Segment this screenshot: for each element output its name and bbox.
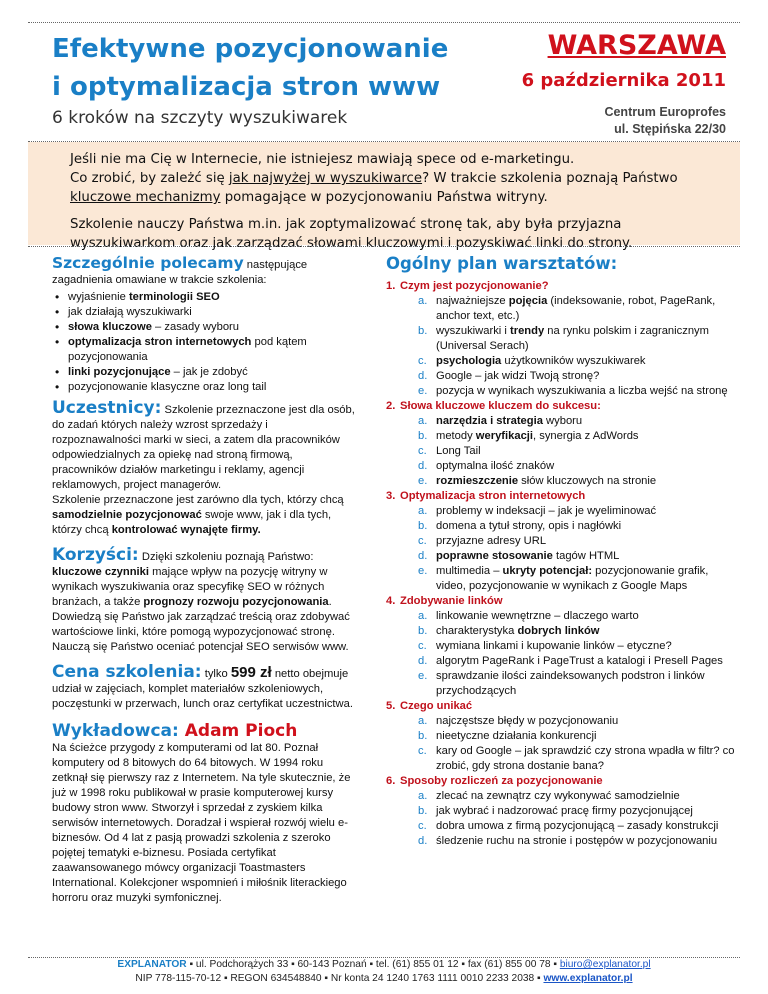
page-subtitle: 6 kroków na szczyty wyszukiwarek bbox=[52, 108, 348, 128]
website-link[interactable]: www.explanator.pl bbox=[543, 973, 633, 984]
plan-section bbox=[386, 774, 738, 849]
list-item: c. Long Tail bbox=[418, 445, 481, 457]
section-number: 5. bbox=[386, 700, 396, 712]
list-item: e. multimedia – ukryty potencjał: pozycjonowanie grafik, video, pozycjonowanie w wynikach z Google Maps bbox=[418, 565, 709, 592]
section-number: 3. bbox=[386, 490, 396, 502]
participants-section: Uczestnicy: Szkolenie przeznaczone jest dla osób, do zadań których należy wzrost sprzedaży i rozpoznawalności marki w sieci, a zatem dla pracowników odpowiedzialnych za opiekę nad stroną firmową, pracowników działów marketingu i reklamy, agencji reklamowych, project managerów. Szkolenie przeznaczone jest zarówno dla tych, którzy chcą samodzielnie pozycjonować swoje www, jak i dla tych, którzy chcą kontrolować wynajęte firmy. bbox=[52, 398, 355, 536]
list-item: d. śledzenie ruchu na stronie i postępów w pozycjonowaniu bbox=[418, 835, 718, 847]
plan-section bbox=[386, 399, 738, 489]
trainer-section bbox=[52, 721, 357, 906]
list-item: e. sprawdzanie ilości zaindeksowanych podstron i linków przychodzących bbox=[418, 670, 705, 697]
list-item: c. wymiana linkami i kupowanie linków – etyczne? bbox=[418, 640, 672, 652]
highlight-top-search: jak najwyżej w wyszukiwarce bbox=[228, 171, 423, 186]
list-item: • wyjaśnienie terminologii SEO bbox=[68, 290, 357, 305]
section-items bbox=[400, 504, 738, 594]
section-title: Czego unikać bbox=[400, 700, 473, 712]
intro-paragraph-2: Szkolenie nauczy Państwa m.in. jak zoptymalizować stronę tak, aby była przyjazna wyszukiwarkom oraz jak zarządzać słowami kluczowymi i pozyskiwać linki do strony. bbox=[70, 217, 633, 251]
benefits-section: Korzyści: Dzięki szkoleniu poznają Państwo: kluczowe czynniki mające wpływ na pozycję witryny w wynikach wyszukiwania oraz specyfikę SEO w różnych branżach, a także prognozy rozwoju pozycjonowania. Dowiedzą się Państwo jak zarządzać treścią oraz zdobywać wartościowe linki, które pomogą wypozycjonować stronę. Nauczą się Państwo oceniać potencjał SEO serwisów www. bbox=[52, 545, 350, 653]
list-item: • jak działają wyszukiwarki bbox=[68, 305, 357, 320]
list-item: d. Google – jak widzi Twoją stronę? bbox=[418, 370, 600, 382]
section-number: 4. bbox=[386, 595, 396, 607]
venue-address: ul. Stępińska 22/30 bbox=[614, 122, 726, 136]
list-item: • optymalizacja stron internetowych pod kątem pozycjonowania bbox=[68, 335, 357, 365]
list-item: • linki pozycjonujące – jak je zdobyć bbox=[68, 365, 357, 380]
list-item: c. przyjazne adresy URL bbox=[418, 535, 547, 547]
list-item: a. narzędzia i strategia wyboru bbox=[418, 415, 583, 427]
company-name: EXPLANATOR bbox=[117, 959, 187, 970]
section-number: 1. bbox=[386, 280, 396, 292]
list-item: d. optymalna ilość znaków bbox=[418, 460, 555, 472]
right-column bbox=[386, 256, 738, 849]
section-items bbox=[400, 414, 738, 489]
list-item: a. linkowanie wewnętrzne – dlaczego warto bbox=[418, 610, 639, 622]
list-item: b. charakterystyka dobrych linków bbox=[418, 625, 600, 637]
title-line-2: i optymalizacja stron www bbox=[52, 72, 441, 102]
plan-section bbox=[386, 489, 738, 594]
title-line-1: Efektywne pozycjonowanie bbox=[52, 34, 449, 64]
city: WARSZAWA bbox=[547, 30, 726, 61]
section-title: Słowa kluczowe kluczem do sukcesu: bbox=[400, 400, 601, 412]
intro-paragraph-1: Jeśli nie ma Cię w Internecie, nie istniejesz mawiają spece od e-marketingu. Co zrobić, by zależć się jak najwyżej w wyszukiwarce? W trakcie szkolenia poznają Państwo kluczowe mechanizmy pomagające w pozycjonowaniu Państwa witryny. bbox=[70, 152, 678, 205]
recommend-heading: Szczególnie polecamy bbox=[52, 254, 244, 272]
intro-box bbox=[28, 142, 740, 251]
event-date: 6 października 2011 bbox=[521, 70, 726, 91]
list-item: a. najczęstsze błędy w pozycjonowaniu bbox=[418, 715, 619, 727]
participants-heading: Uczestnicy: bbox=[52, 398, 162, 418]
left-column bbox=[52, 256, 357, 906]
list-item: a. zlecać na zewnątrz czy wykonywać samodzielnie bbox=[418, 790, 680, 802]
section-items bbox=[400, 789, 738, 849]
list-item: • pozycjonowanie klasyczne oraz long tail bbox=[68, 380, 357, 395]
trainer-bio: Na ścieżce przygody z komputerami od lat 80. Poznał komputery od 8 bitowych do 64 bitowych. W 1994 roku zetknął się pierwszy raz z Internetem. Na tyle skutecznie, że już w 1998 roku publikował w prasie komputerowej kursy budowy stron www. Stworzył i sprzedał z zyskiem kilka serwisów internetowych. Doradzał i wspierał rozwój wielu e-biznesów. Od 4 lat z pasją prowadzi szkolenia z szeroko pojętej tematyki e-biznesu. Posiada certyfikat zaawansowanego mówcy organizacji Toastmasters International. Kolekcjoner wspomnień i miłośnik literackiego horroru oraz muzyki symfonicznej. bbox=[52, 742, 351, 904]
section-items bbox=[400, 609, 738, 699]
benefits-heading: Korzyści: bbox=[52, 545, 139, 565]
list-item: e. rozmieszczenie słów kluczowych na stronie bbox=[418, 475, 657, 487]
section-number: 6. bbox=[386, 775, 396, 787]
plan-heading: Ogólny plan warsztatów: bbox=[386, 254, 618, 273]
list-item: c. psychologia użytkowników wyszukiwarek bbox=[418, 355, 646, 367]
list-item: a. problemy w indeksacji – jak je wyeliminować bbox=[418, 505, 657, 517]
price-heading: Cena szkolenia: bbox=[52, 662, 202, 682]
venue bbox=[604, 104, 726, 138]
top-divider bbox=[28, 22, 740, 23]
list-item: c. kary od Google – jak sprawdzić czy strona wpadła w filtr? co zrobić, gdy strona dostanie bana? bbox=[418, 745, 735, 772]
footer-line-2: NIP 778-115-70-12 ▪ REGON 634548840 ▪ Nr konta 24 1240 1763 1111 0010 2233 2038 ▪ www.explanator.pl bbox=[135, 973, 633, 984]
recommend-list bbox=[52, 290, 357, 395]
price-section: Cena szkolenia: tylko 599 zł netto obejmuje udział w zajęciach, komplet materiałów szkoleniowych, poczęstunki w przerwach, lunch oraz certyfikat uczestnictwa. bbox=[52, 662, 353, 710]
plan-section bbox=[386, 699, 738, 774]
list-item: b. jak wybrać i nadzorować pracę firmy pozycjonującej bbox=[418, 805, 693, 817]
plan-section bbox=[386, 594, 738, 699]
page-title bbox=[52, 30, 472, 106]
plan-section bbox=[386, 279, 738, 399]
section-items bbox=[400, 714, 738, 774]
list-item: d. algorytm PageRank i PageTrust a katalogi i Presell Pages bbox=[418, 655, 723, 667]
list-item: b. wyszukiwarki i trendy na rynku polskim i zagranicznym (Universal Serach) bbox=[418, 325, 709, 352]
highlight-key-mechanisms: kluczowe mechanizmy bbox=[70, 190, 221, 205]
email-link[interactable]: biuro@explanator.pl bbox=[559, 959, 651, 970]
footer-line-1: EXPLANATOR ▪ ul. Podchorążych 33 ▪ 60-143 Poznań ▪ tel. (61) 855 01 12 ▪ fax (61) 855 00 78 ▪ biuro@explanator.pl bbox=[117, 959, 651, 970]
trainer-heading: Wykładowca: bbox=[52, 721, 185, 741]
list-item: b. metody weryfikacji, synergia z AdWords bbox=[418, 430, 639, 442]
list-item: e. pozycja w wynikach wyszukiwania a liczba wejść na stronę bbox=[418, 385, 728, 397]
list-item: a. najważniejsze pojęcia (indeksowanie, robot, PageRank, anchor text, etc.) bbox=[418, 295, 716, 322]
plan-list bbox=[386, 279, 738, 849]
section-title: Czym jest pozycjonowanie? bbox=[400, 280, 549, 292]
venue-name: Centrum Europrofes bbox=[604, 105, 726, 119]
trainer-name: Adam Pioch bbox=[184, 721, 298, 741]
list-item: • słowa kluczowe – zasady wyboru bbox=[68, 320, 357, 335]
price-value: 599 zł bbox=[230, 664, 272, 681]
list-item: d. poprawne stosowanie tagów HTML bbox=[418, 550, 620, 562]
section-number: 2. bbox=[386, 400, 396, 412]
section-title: Zdobywanie linków bbox=[400, 595, 503, 607]
section-items bbox=[400, 294, 738, 399]
list-item: b. nieetyczne działania konkurencji bbox=[418, 730, 597, 742]
section-title: Sposoby rozliczeń za pozycjonowanie bbox=[400, 775, 603, 787]
list-item: c. dobra umowa z firmą pozycjonującą – zasady konstrukcji bbox=[418, 820, 719, 832]
intro-bottom-divider bbox=[28, 246, 740, 247]
footer bbox=[0, 958, 768, 986]
recommend-section: Szczególnie polecamy następujące zagadnienia omawiane w trakcie szkolenia: • wyjaśnienie terminologii SEO • jak działają wyszukiwarki • słowa kluczowe – zasady wyboru • optymalizacja stron internetowych pod kątem pozycjonowania • linki pozycjonujące – jak je zdobyć • pozycjonowanie klasyczne oraz long tail bbox=[52, 256, 357, 395]
list-item: b. domena a tytuł strony, opis i nagłówki bbox=[418, 520, 622, 532]
section-title: Optymalizacja stron internetowych bbox=[400, 490, 586, 502]
